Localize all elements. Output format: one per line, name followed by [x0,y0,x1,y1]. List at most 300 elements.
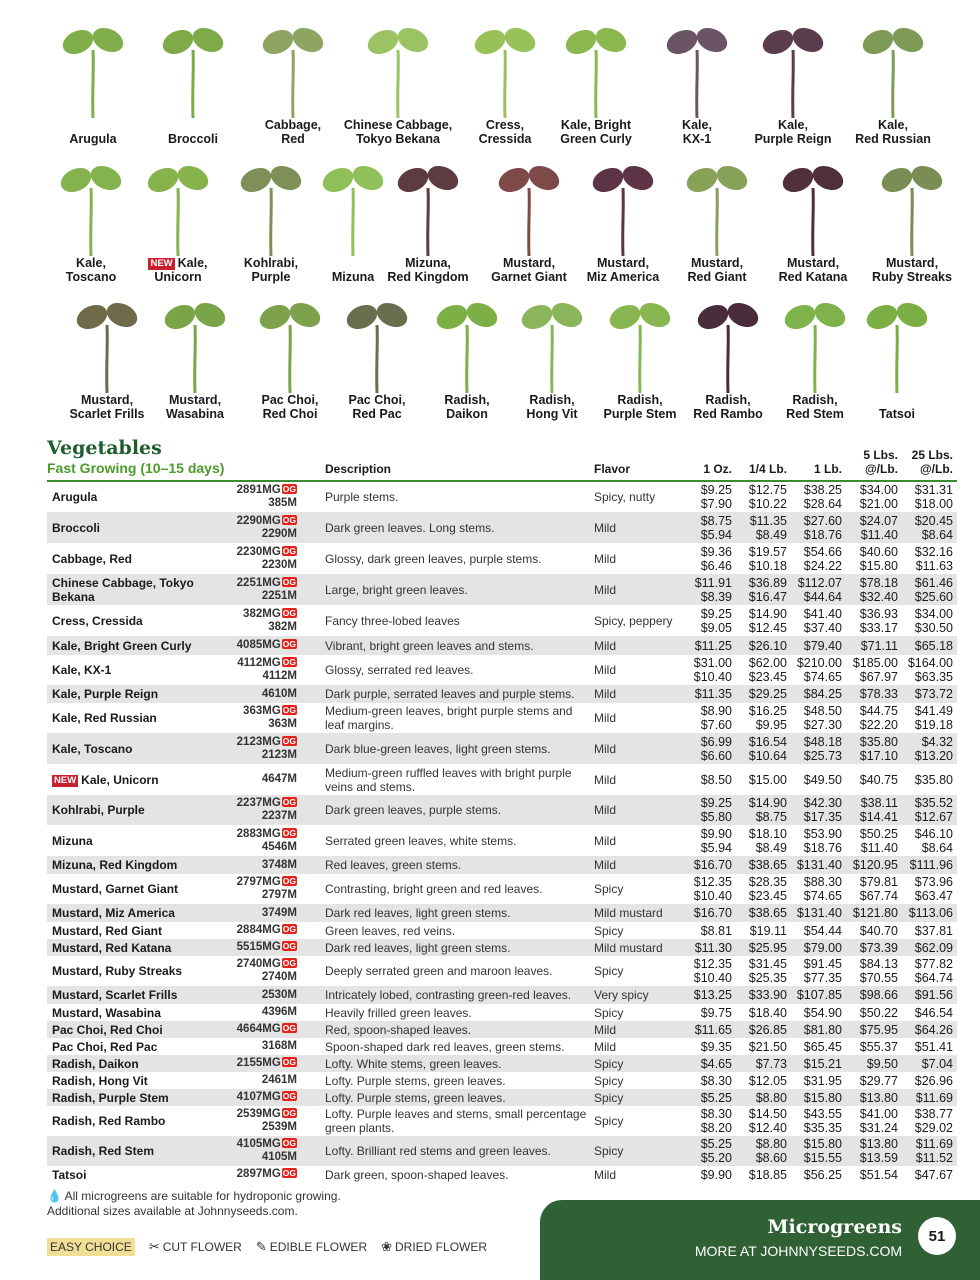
product-code-text: 4396M [261,1006,297,1018]
flavor: Mild [594,582,617,597]
price-cell [842,1089,898,1106]
plant-name [662,256,772,284]
product-codes [197,1166,297,1183]
product-code-text: 2539MG [236,1108,281,1120]
price-value: $8.39 [700,589,732,604]
plant-name-text: Kale, Bright Green Curly [560,118,632,146]
price-value: $30.50 [914,620,953,635]
price-value: $120.95 [852,858,898,872]
price-value: $38.65 [748,858,787,872]
price-value: $22.20 [859,718,898,732]
price-value: $21.00 [859,497,898,511]
price-value: $20.45 [914,513,953,528]
plant-name-text: Kale, Toscano [65,256,117,284]
price-cell [787,512,842,543]
price-value: $9.95 [755,718,787,732]
table-row [47,685,957,703]
variety-name-text: Mizuna [52,833,93,848]
product-codes [197,956,297,986]
price-value: $11.35 [749,513,787,528]
product-codes [197,543,297,574]
product-code-text: 2539M [261,1121,297,1133]
price-value: $15.55 [803,1151,842,1165]
plant-name-text: Mustard, Ruby Streaks [872,256,952,284]
price-cell [842,874,898,904]
product-code [262,773,297,786]
price-value: $8.30 [700,1107,732,1121]
product-codes [197,512,297,543]
price-cell [842,685,898,703]
product-code [268,621,297,634]
price-value: $74.65 [803,889,842,903]
variety-name-text: Kohlrabi, Purple [52,803,145,817]
price-cell [842,1136,898,1166]
price-value: $35.80 [859,734,898,749]
price-value: $9.25 [700,796,732,810]
description: Lofty. White stems, green leaves. [325,1056,502,1071]
price-cell [657,733,732,764]
price-cell [735,636,787,655]
price-value: $4.32 [921,734,953,749]
organic-badge: OG [282,941,296,951]
variety-name-text: Mustard, Red Katana [52,940,172,955]
description: Medium-green leaves, bright purple stems and leaf margins. [325,704,573,732]
price-value: $54.90 [803,1005,842,1020]
price-value: $5.25 [700,1090,732,1105]
microgreen-photo [363,10,433,120]
table-row [47,1166,957,1183]
price-cell [842,1038,898,1055]
price-cell [898,1072,953,1089]
price-cell [898,733,953,764]
product-code-text: 3748M [261,858,297,871]
product-code [262,528,297,541]
price-value: $41.49 [914,704,953,718]
price-value: $10.40 [693,670,732,684]
price-cell [657,605,732,636]
easy-choice-chip: EASY CHOICE [47,1238,135,1256]
product-codes [197,636,297,655]
price-value: $18.10 [748,826,787,841]
price-value: $4.65 [700,1056,732,1071]
price-value: $26.10 [748,638,787,653]
price-value: $14.90 [748,606,787,621]
price-value: $62.09 [914,940,953,955]
table-row [47,1038,957,1055]
price-value: $5.20 [700,1151,732,1165]
price-cell [842,1072,898,1089]
price-value: $10.64 [748,748,787,763]
price-value: $13.20 [914,748,953,763]
product-codes [197,1089,297,1106]
product-codes [197,874,297,904]
price-value: $15.80 [859,558,898,573]
price-value: $8.60 [755,1151,787,1165]
price-value: $91.45 [803,957,842,971]
price-cell [898,574,953,605]
price-cell [898,543,953,574]
description: Deeply serrated green and maroon leaves. [325,964,553,978]
price-value: $84.13 [859,957,898,971]
price-value: $56.25 [803,1167,842,1182]
product-code-text: 2530M [261,988,297,1001]
product-code [262,1074,297,1087]
price-cell [898,856,953,874]
microgreen-photo [693,285,763,395]
price-cell [735,1166,787,1183]
page-number: 51 [918,1217,956,1255]
product-codes [197,733,297,764]
product-code [262,841,297,854]
price-value: $36.89 [748,575,787,590]
table-row [47,1106,957,1136]
price-value: $5.94 [700,527,732,542]
product-code-text: 2230MG [236,545,281,558]
plant-name-text: Mustard, Garnet Giant [491,256,567,284]
plant-name-text: Kale, KX-1 [682,118,712,146]
price-value: $25.73 [803,748,842,763]
price-value: $9.35 [700,1039,732,1054]
flavor: Spicy, nutty [594,490,656,504]
microgreen-photo [877,148,947,258]
variety-name-text: Cabbage, Red [52,551,133,566]
table-row [47,856,957,874]
product-code-text: 4112MG [237,657,281,669]
product-code-text: 2290M [261,527,297,540]
organic-badge: OG [282,876,296,886]
product-code-text: 4107MG [236,1091,281,1103]
product-code-text: 4112M [262,670,297,682]
price-cell [787,1021,842,1038]
price-value: $5.25 [700,1137,732,1151]
edible-flower-label: EDIBLE FLOWER [269,1240,368,1254]
new-badge: NEW [150,258,173,269]
flavor: Mild [594,711,617,725]
price-cell [787,795,842,825]
plant-row [0,146,980,286]
description: Fancy three-lobed leaves [325,613,460,628]
product-code [237,958,297,971]
price-cell [898,922,953,939]
organic-badge: OG [282,514,296,525]
description: Dark red leaves, light green stems. [325,940,511,955]
microgreen-photo [494,148,564,258]
price-value: $210.00 [796,656,842,670]
variety-name-text: Mustard, Miz America [52,906,175,920]
microgreen-photo [517,285,587,395]
price-value: $73.72 [914,687,953,701]
price-value: $9.75 [700,1005,732,1020]
description: Dark blue-green leaves, light green stems. [325,741,551,756]
product-code [262,670,297,683]
product-code-text: 382M [268,620,297,633]
price-value: $88.30 [803,875,842,889]
price-value: $67.97 [859,670,898,684]
flavor: Mild [594,663,617,677]
product-codes [197,685,297,703]
price-cell [787,1004,842,1021]
price-value: $31.24 [859,1121,898,1135]
price-value: $18.76 [803,527,842,542]
price-value: $10.40 [693,889,732,903]
description: Heavily frilled green leaves. [325,1005,472,1020]
price-cell [657,874,732,904]
plant-name-text: Kale, Red Russian [855,118,931,146]
plant-card [541,8,651,148]
price-value: $7.04 [921,1056,953,1071]
legend [47,1238,501,1256]
organic-badge: OG [282,797,296,807]
flavor: Mild [594,803,617,817]
price-value: $185.00 [852,656,898,670]
plant-name-text: Pac Choi, Red Pac [348,393,406,421]
price-value: $54.66 [803,544,842,559]
price-cell [657,636,732,655]
price-value: $70.55 [859,971,898,985]
plant-name [842,407,952,421]
plant-name [541,118,651,146]
description: Lofty. Purple stems, green leaves. [325,1090,506,1105]
price-value: $12.35 [693,875,732,889]
price-value: $8.49 [755,527,787,542]
price-value: $38.11 [860,796,898,810]
microgreen-photo [758,10,828,120]
price-cell [842,825,898,856]
table-title: Vegetables [47,437,162,459]
product-code-text: 4105M [261,1151,297,1163]
price-value: $50.25 [859,826,898,841]
table-row [47,825,957,856]
price-cell [735,1106,787,1136]
variety-name-text: Mustard, Scarlet Frills [52,988,178,1002]
price-value: $7.60 [700,718,732,732]
product-code [237,1168,297,1181]
price-value: $35.35 [803,1121,842,1135]
price-cell [657,655,732,685]
price-cell [787,655,842,685]
price-value: $9.90 [700,826,732,841]
price-value: $16.54 [748,734,787,749]
microgreen-photo [56,148,126,258]
price-cell [898,764,953,795]
price-value: $91.56 [914,988,953,1002]
plant-name-text: Radish, Purple Stem [603,393,677,421]
price-cell [842,1106,898,1136]
product-code [262,688,297,701]
price-cell [735,1072,787,1089]
price-cell [898,512,953,543]
product-code [237,828,297,841]
price-cell [842,922,898,939]
product-code-text: 2237MG [236,797,281,809]
product-code-text: 4546M [261,840,297,853]
price-cell [787,482,842,512]
price-cell [657,1166,732,1183]
description: Glossy, serrated red leaves. [325,663,474,677]
organic-badge: OG [282,607,296,618]
price-value: $6.46 [700,558,732,573]
table-row [47,1021,957,1038]
microgreen-photo [605,285,675,395]
organic-badge: OG [282,958,296,968]
microgreen-photo [862,285,932,395]
price-cell [657,825,732,856]
price-cell [898,605,953,636]
plant-row [0,8,980,148]
product-code-text: 385M [268,497,297,509]
price-cell [842,733,898,764]
price-value: $25.95 [748,940,787,955]
organic-badge: OG [282,735,296,746]
price-value: $64.74 [914,971,953,985]
flavor: Mild [594,1167,617,1182]
price-cell [787,1055,842,1072]
price-cell [787,574,842,605]
product-codes [197,605,297,636]
price-cell [787,1136,842,1166]
product-codes [197,1055,297,1072]
price-value: $29.02 [914,1121,953,1135]
price-value: $33.17 [859,620,898,635]
price-value: $44.64 [803,589,842,604]
description: Red leaves, green stems. [325,858,462,872]
variety-name-text: Kale, Toscano [52,741,133,756]
plant-name-text: Radish, Hong Vit [526,393,578,421]
price-value: $73.96 [914,875,953,889]
price-value: $12.05 [748,1073,787,1088]
price-value: $38.65 [748,906,787,920]
variety-name-text: Radish, Daikon [52,1056,139,1071]
description: Lofty. Purple leaves and stems, small percentage green plants. [325,1107,587,1135]
product-code-text: 2797MG [236,876,281,888]
price-cell [657,512,732,543]
plant-name-text: Mustard, Red Giant [687,256,747,284]
price-value: $41.00 [859,1107,898,1121]
product-code-text: 363M [268,718,297,730]
product-code [237,1023,297,1036]
table-row [47,904,957,922]
product-code [262,810,297,823]
table-row [47,956,957,986]
product-code-text: 4085MG [236,639,281,651]
price-cell [735,904,787,922]
variety-name-text: Radish, Hong Vit [52,1073,148,1088]
price-cell [898,939,953,956]
price-value: $11.69 [915,1090,953,1105]
price-value: $35.52 [914,796,953,810]
description: Dark red leaves, light green stems. [325,906,511,920]
organic-badge: OG [282,705,296,715]
price-value: $14.41 [859,810,898,824]
plant-name-text: Tatsoi [879,407,915,421]
price-cell [898,1055,953,1072]
product-code-text: 4105MG [236,1138,281,1150]
product-code [243,705,297,718]
plant-name [738,118,848,146]
price-value: $18.40 [748,1005,787,1020]
price-cell [787,1106,842,1136]
variety-name-text: Cress, Cressida [52,613,143,628]
price-value: $11.69 [915,1137,953,1151]
price-cell [735,856,787,874]
price-value: $46.54 [914,1005,953,1020]
variety-name-text: Kale, Unicorn [81,772,159,787]
price-value: $51.54 [859,1167,898,1182]
price-value: $14.50 [748,1107,787,1121]
flavor: Mild [594,520,617,535]
header-5lbs: 5 Lbs. @/Lb. [863,448,898,476]
description: Intricately lobed, contrasting green-red leaves. [325,988,572,1002]
price-value: $78.33 [859,687,898,701]
plant-card [140,283,250,423]
new-badge: NEW [54,774,77,786]
price-value: $55.37 [859,1039,898,1054]
price-cell [842,856,898,874]
microgreen-photo [342,285,412,395]
price-value: $53.90 [803,826,842,841]
plant-name-text: Kale, Purple Reign [754,118,832,146]
price-value: $40.75 [859,772,898,787]
header-25lbs: 25 Lbs. @/Lb. [911,448,953,476]
table-row [47,1072,957,1089]
plant-name-text: Broccoli [167,132,218,146]
price-value: $34.00 [914,606,953,621]
product-code [262,859,297,872]
price-value: $84.25 [803,687,842,701]
price-cell [735,543,787,574]
price-value: $9.90 [700,1167,732,1182]
price-cell [898,986,953,1004]
section-title: Microgreens [767,1216,902,1238]
price-value: $12.35 [693,957,732,971]
price-value: $9.25 [700,606,732,621]
website-link[interactable]: MORE AT JOHNNYSEEDS.COM [694,1243,902,1259]
price-value: $78.18 [859,575,898,590]
description: Vibrant, bright green leaves and stems. [325,638,534,653]
variety-name-text: Tatsoi [52,1167,87,1182]
price-cell [898,655,953,685]
price-value: $77.82 [914,957,953,971]
plant-name-text: Radish, Red Rambo [693,393,763,421]
product-code-text: 2123M [261,748,297,761]
price-cell [657,685,732,703]
header-quarter-lb: 1/4 Lb. [748,462,787,476]
price-cell [787,825,842,856]
price-cell [842,1055,898,1072]
product-codes [197,939,297,956]
price-value: $40.60 [859,544,898,559]
price-value: $8.50 [700,772,732,787]
droplet-icon: 💧 [47,1189,62,1203]
price-value: $63.47 [914,889,953,903]
price-cell [735,939,787,956]
product-code-text: 2237M [261,810,297,822]
header-1lb: 1 Lb. [813,462,842,476]
table-row [47,605,957,636]
table-row [47,764,957,795]
price-value: $17.10 [859,748,898,763]
product-code [268,497,297,510]
footnote [47,1189,341,1219]
table-row [47,1089,957,1106]
price-value: $44.75 [859,704,898,718]
price-cell [735,1004,787,1021]
description: Serrated green leaves, white stems. [325,833,517,848]
price-value: $10.22 [748,497,787,511]
description: Dark green leaves. Long stems. [325,520,495,535]
price-cell [657,764,732,795]
variety-name-text: Pac Choi, Red Choi [52,1022,163,1037]
